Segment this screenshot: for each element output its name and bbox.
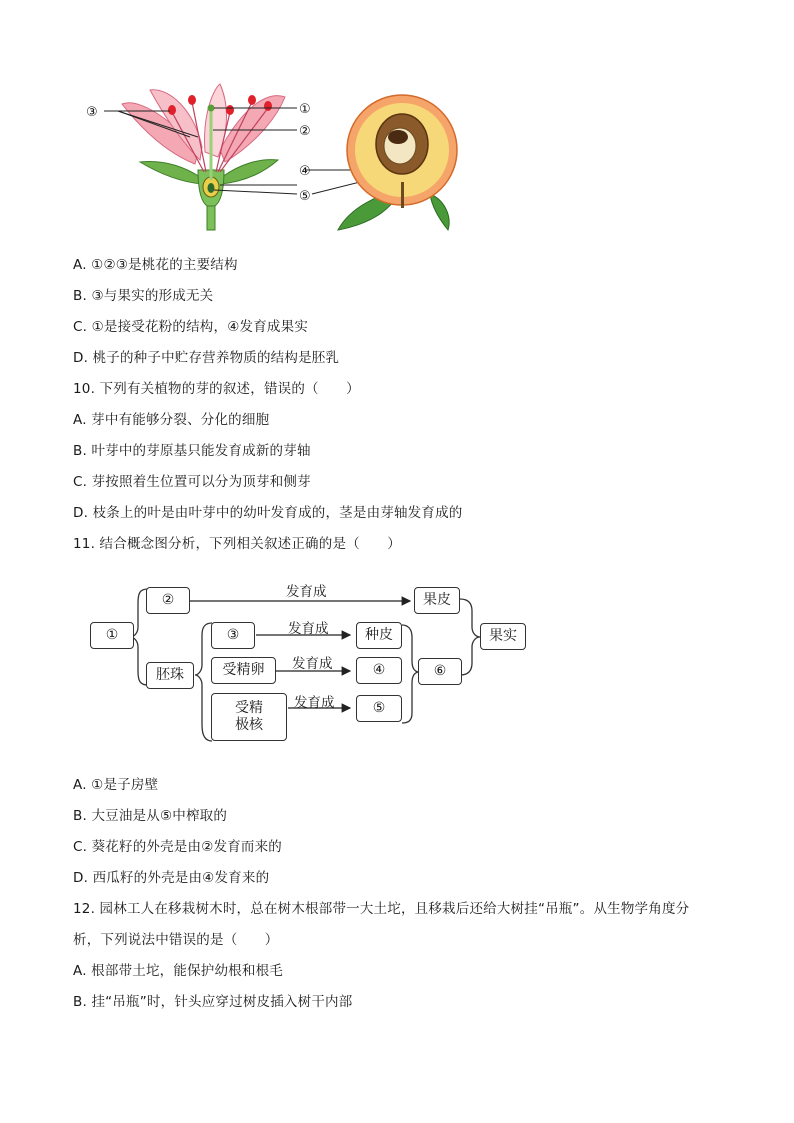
arrow-label-3: 发育成 bbox=[288, 621, 329, 637]
brace-2 bbox=[195, 623, 212, 741]
stalk bbox=[207, 206, 215, 230]
brace-4 bbox=[402, 625, 418, 723]
node-pericarp: 果皮 bbox=[414, 587, 460, 614]
node-6: ⑥ bbox=[418, 658, 462, 685]
arrow-label-nuclei: 发育成 bbox=[294, 695, 335, 711]
node-5: ⑤ bbox=[356, 695, 402, 722]
q12-stem-line2: 析，下列说法中错误的是（ ） bbox=[73, 932, 279, 948]
label-4: ④ bbox=[299, 164, 311, 179]
node-2: ② bbox=[146, 587, 190, 614]
label-5: ⑤ bbox=[299, 189, 311, 204]
q9-option-c: C. ①是接受花粉的结构，④发育成果实 bbox=[73, 319, 309, 335]
peach-flower-figure bbox=[80, 82, 460, 232]
style bbox=[210, 110, 213, 180]
label-1: ① bbox=[299, 102, 311, 117]
node-seed-coat: 种皮 bbox=[356, 622, 402, 649]
concept-map bbox=[0, 575, 794, 750]
node-ovule: 胚珠 bbox=[146, 662, 194, 689]
q11-option-a: A. ①是子房壁 bbox=[73, 777, 159, 793]
anther bbox=[264, 101, 272, 111]
node-3: ③ bbox=[211, 622, 255, 649]
q11-stem: 11. 结合概念图分析，下列相关叙述正确的是（ ） bbox=[73, 536, 401, 552]
q11-option-c: C. 葵花籽的外壳是由②发育而来的 bbox=[73, 839, 283, 855]
anther bbox=[248, 95, 256, 105]
anther bbox=[226, 105, 234, 115]
ovule bbox=[208, 183, 215, 193]
node-1: ① bbox=[90, 622, 134, 649]
node-fertilized-polar-nuclei bbox=[211, 693, 287, 741]
q12-option-b: B. 挂“吊瓶”时，针头应穿过树皮插入树干内部 bbox=[73, 994, 353, 1010]
q10-option-c: C. 芽按照着生位置可以分为顶芽和侧芽 bbox=[73, 474, 311, 490]
sepal-left bbox=[140, 162, 202, 184]
peach-stem bbox=[401, 182, 404, 208]
node-fruit: 果实 bbox=[480, 623, 526, 650]
sepal-right bbox=[220, 160, 278, 184]
q11-option-d: D. 西瓜籽的外壳是由④发育来的 bbox=[73, 870, 270, 886]
node-fertilized-egg: 受精卵 bbox=[211, 657, 276, 684]
node-fertilized-polar-nuclei-line2: 极核 bbox=[235, 717, 263, 733]
arrow-label-egg: 发育成 bbox=[292, 656, 333, 672]
peach-leaf-right bbox=[430, 194, 449, 230]
q12-stem-line1: 12. 园林工人在移栽树木时，总在树木根部带一大土坨，且移栽后还给大树挂“吊瓶”。从生物学角度分 bbox=[73, 901, 690, 917]
q9-option-b: B. ③与果实的形成无关 bbox=[73, 288, 214, 304]
q9-option-a: A. ①②③是桃花的主要结构 bbox=[73, 257, 238, 273]
node-4: ④ bbox=[356, 657, 402, 684]
brace-3 bbox=[460, 599, 480, 675]
stigma bbox=[208, 105, 215, 112]
q10-option-a: A. 芽中有能够分裂、分化的细胞 bbox=[73, 412, 270, 428]
label-2: ② bbox=[299, 124, 311, 139]
node-fertilized-polar-nuclei-line1: 受精 bbox=[235, 700, 263, 716]
q11-option-b: B. 大豆油是从⑤中榨取的 bbox=[73, 808, 228, 824]
q12-option-a: A. 根部带土坨，能保护幼根和根毛 bbox=[73, 963, 283, 979]
arrow-label-top: 发育成 bbox=[286, 584, 327, 600]
q9-option-d: D. 桃子的种子中贮存营养物质的结构是胚乳 bbox=[73, 350, 340, 366]
anther bbox=[168, 105, 176, 115]
q10-option-b: B. 叶芽中的芽原基只能发育成新的芽轴 bbox=[73, 443, 311, 459]
q10-stem: 10. 下列有关植物的芽的叙述，错误的（ ） bbox=[73, 381, 360, 397]
q10-option-d: D. 枝条上的叶是由叶芽中的幼叶发育成的，茎是由芽轴发育成的 bbox=[73, 505, 463, 521]
anther bbox=[188, 95, 196, 105]
label-3: ③ bbox=[86, 105, 98, 120]
